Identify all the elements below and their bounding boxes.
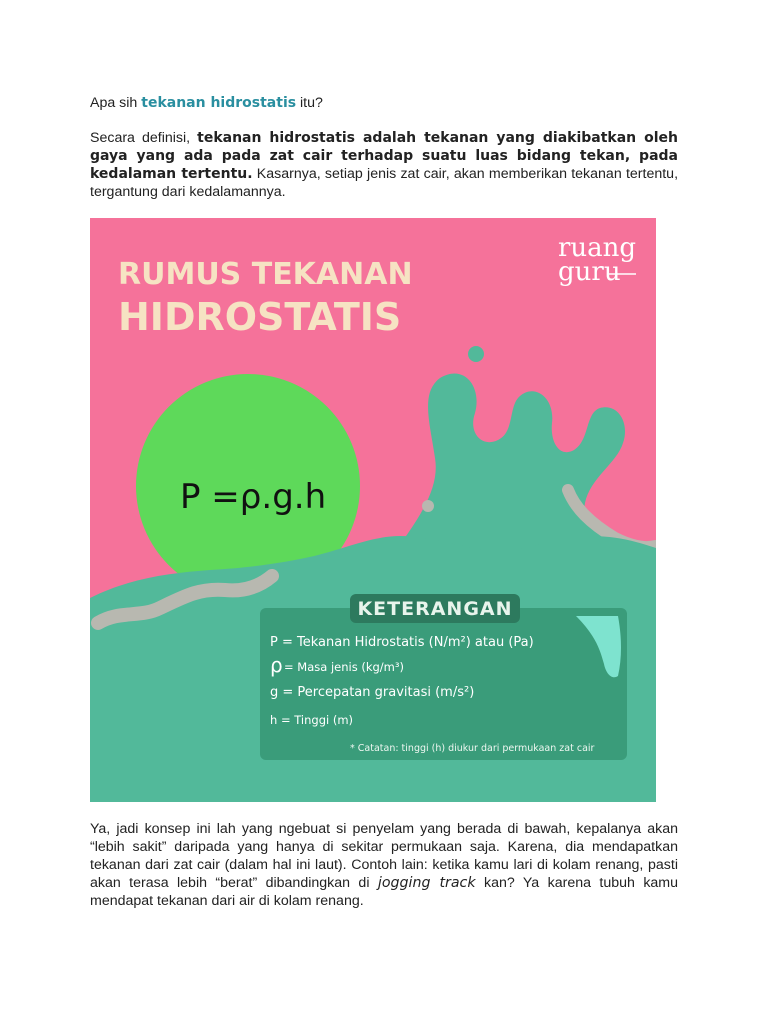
logo-line1: ruang — [558, 233, 637, 263]
intro-prefix: Apa sih — [90, 95, 142, 111]
intro-suffix: itu? — [296, 95, 323, 111]
def-density: = Masa jenis (kg/m³) — [284, 660, 404, 674]
def-gravity: g = Percepatan gravitasi (m/s²) — [270, 685, 475, 700]
splash-drop-small — [422, 500, 434, 512]
legend-box — [260, 608, 627, 760]
closing-paragraph — [90, 820, 678, 910]
infographic-title-line2: HIDROSTATIS — [118, 295, 402, 339]
closing-italic: jogging track — [377, 875, 476, 891]
logo-line2: guru — [558, 257, 621, 287]
definition-rest: Kasarnya, setiap jenis zat cair, akan memberikan tekanan tertentu, tergantung dari kedalamannya. — [90, 166, 679, 200]
def-height: h = Tinggi (m) — [270, 713, 354, 727]
definition-lead: Secara definisi, — [90, 130, 198, 146]
def-pressure: P = Tekanan Hidrostatis (N/m²) atau (Pa) — [270, 635, 534, 650]
intro-term: tekanan hidrostatis — [141, 95, 297, 111]
legend-note: * Catatan: tinggi (h) diukur dari permukaan zat cair — [350, 743, 595, 754]
definition-bold: tekanan hidrostatis adalah tekanan yang diakibatkan oleh gaya yang ada pada zat cair terhadap suatu luas bidang tekan, pada kedalaman tertentu. — [90, 130, 678, 182]
closing-part1: Ya, jadi konsep ini lah yang ngebuat si penyelam yang berada di bawah, kepalanya akan “lebih sakit” daripada yang hanya di sekitar permukaan saja. Karena, dia mendapatkan tekanan dari zat cair (dalam hal ini laut). Contoh lain: ketika kamu lari di kolam renang, pasti akan terasa lebih “berat” dibandingkan di — [90, 821, 678, 891]
intro-question — [90, 94, 678, 112]
def-rho-symbol: ρ — [270, 653, 283, 677]
infographic-title-line1: RUMUS TEKANAN — [118, 257, 413, 292]
definition-paragraph — [90, 129, 678, 201]
splash-drop-large — [468, 346, 484, 362]
formula-text: P =ρ.g.h — [180, 477, 327, 517]
closing-part2: kan? Ya karena tubuh kamu mendapat tekanan dari air di kolam renang. — [90, 875, 679, 909]
hydrostatic-infographic — [90, 218, 656, 802]
legend-title: KETERANGAN — [357, 598, 513, 620]
